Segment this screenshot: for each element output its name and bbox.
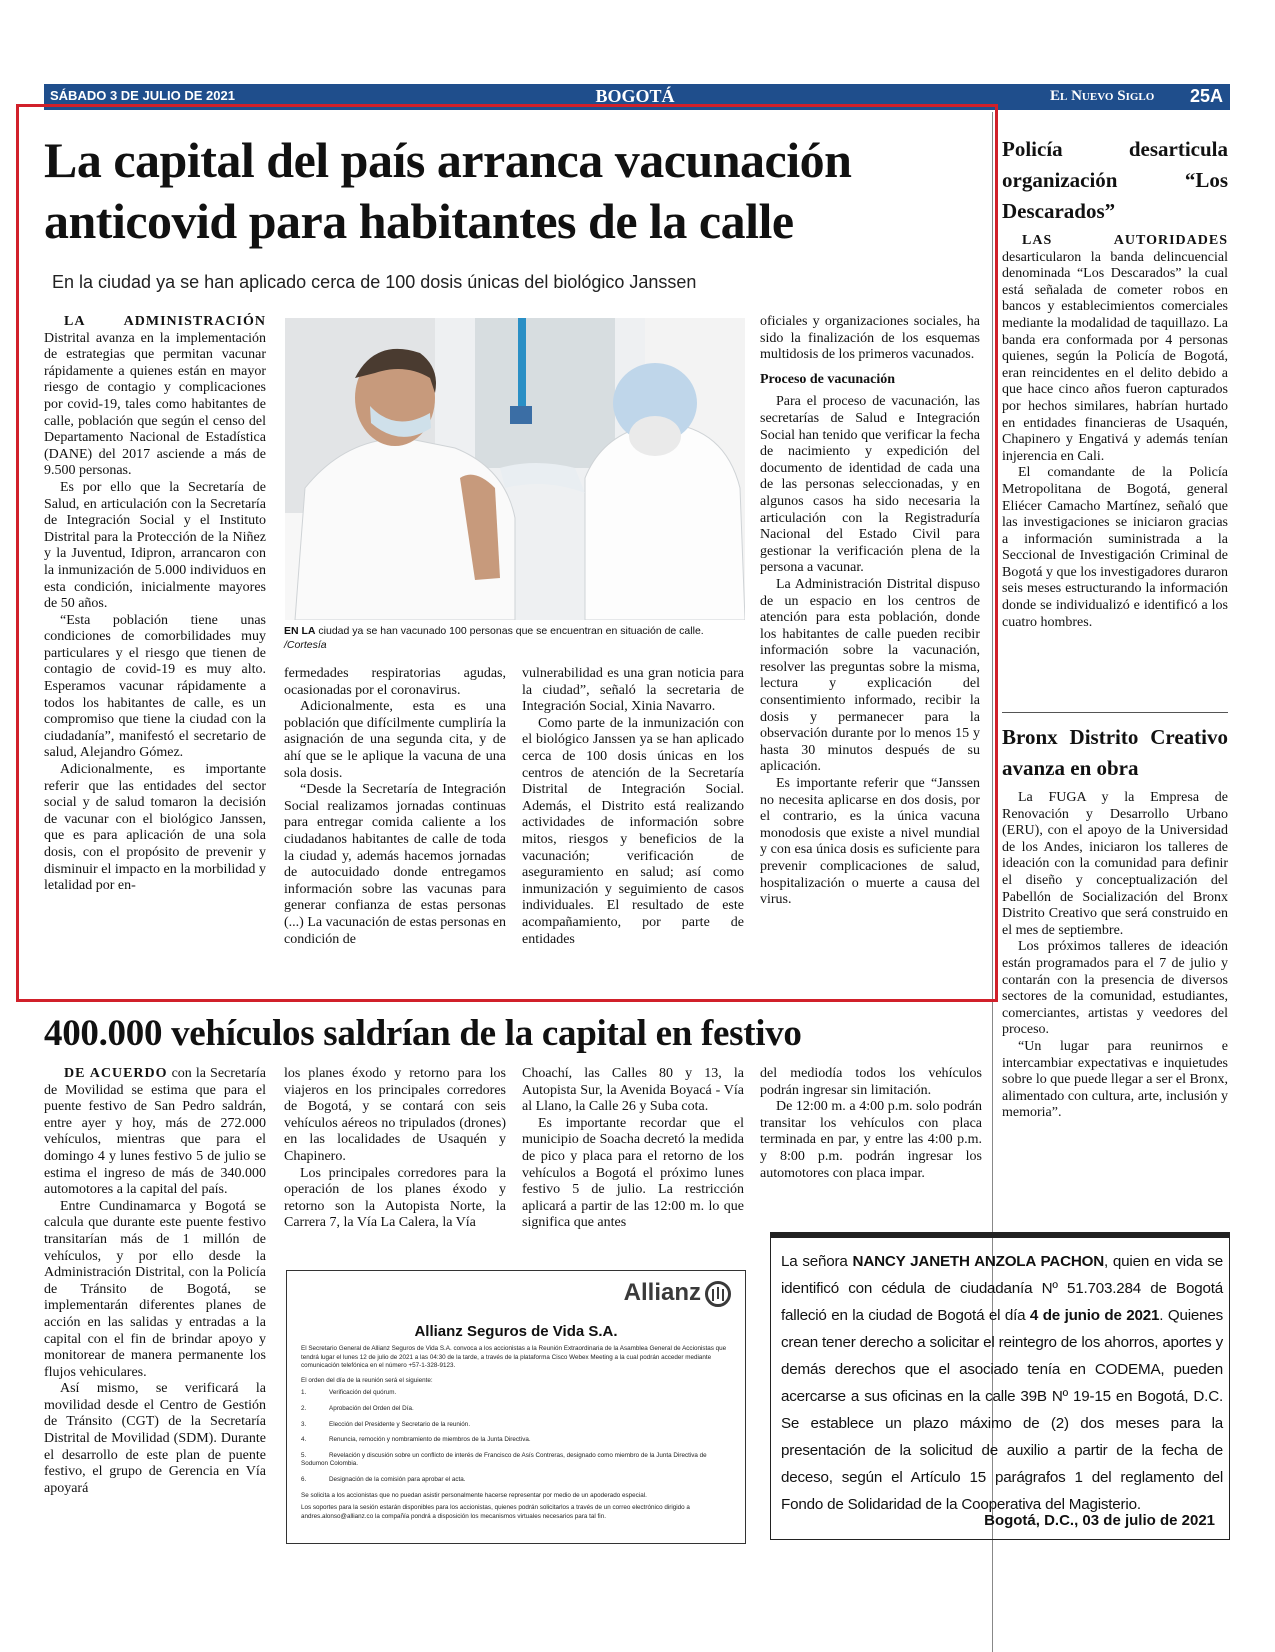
sidebar-story-bronx [1002,722,1228,1122]
agenda-item: 6. Designación de la comisión para aprobar el acta. [301,1475,466,1483]
article2-headline: 400.000 vehículos saldrían de la capital en festivo [44,1013,802,1054]
paragraph: Los principales corredores para la operación de los planes éxodo y retorno son la Autopista Norte, la Carrera 7, la Vía La Calera, la Vía [284,1165,506,1231]
paragraph: “Desde la Secretaría de Integración Social realizamos jornadas continuas para entregar comida caliente a los ciudadanos habitantes de calle de toda la ciudad y, además hacemos jornadas de autocuidado donde entregamos información sobre las vacunas para generar confianza de estas personas (...) La vacunación de estas personas en condición de [284,782,506,947]
sidebar-story-title: Policía desarticula organización “Los Descarados” [1002,137,1228,223]
section-name: BOGOTÁ [595,86,675,106]
paragraph: Adicionalmente, esta es una población que difícilmente cumpliría la asignación de una segunda cita, y de ahí que se le aplique la vacuna de una sola dosis. [284,699,506,781]
paragraph: “Un lugar para reunirnos e intercambiar expectativas e inquietudes sobre lo que puede llegar a ser el Bronx, alimentado con cultura, arte, inclusión y memoria”. [1002,1038,1228,1121]
photo-credit: /Cortesía [284,639,327,651]
allianz-company-name: Allianz Seguros de Vida S.A. [414,1323,618,1340]
deceased-name: NANCY JANETH ANZOLA PACHON [852,1253,1104,1270]
obituary-notice [770,1232,1230,1540]
notice-signature: Bogotá, D.C., 03 de julio de 2021 [984,1512,1215,1529]
ad-note: Se solicita a los accionistas que no puedan asistir personalmente hacerse representar por medio de un apoderado especial. [301,1491,647,1499]
agenda-item: 1. Verificación del quórum. [301,1389,397,1397]
paragraph: La Administración Distrital dispuso de un espacio en los centros de atención para esta población, donde los habitantes de calle pueden recibir información sobre la vacunación, resolver las preguntas sobre la misma, lectura y explicación del consentimiento informado, recibir la dosis y permanecer para la observación durante por lo menos 15 y hasta 30 minutos después de su aplicación. [760,576,980,775]
caption-lead: EN LA [284,625,316,637]
paragraph: Choachí, las Calles 80 y 13, la Autopista Sur, la Avenida Boyacá - Vía al Llano, la Calle 26 y Suba cota. [522,1066,744,1115]
paragraph: del mediodía todos los vehículos podrán ingresar sin limitación. [760,1066,982,1098]
agenda-list [301,1389,733,1484]
allianz-ad-body [301,1345,733,1521]
article2-column-4 [760,1066,982,1182]
allianz-logo-text: Allianz [623,1279,701,1306]
paragraph: con la Secretaría de Movilidad se estima que para el puente festivo de San Pedro saldrán, entre ayer y hoy, más de 272.000 vehículos, mientras que para el domingo 4 y lunes festivo 5 de julio se estima el ingreso de más de 340.000 automotores a la capital del país. [44,1066,266,1198]
paragraph: Es por ello que la Secretaría de Salud, en articulación con la Secretaría de Integración Social y el Instituto Distrital para la Protección de la Niñez y la Juventud, Idipron, arrancaron con la inmunización de 5.000 individuos en esta condición, inicialmente mayores de 50 años. [44,479,266,612]
agenda-item: 4. Renuncia, remoción y nombramiento de miembros de la Junta Directiva. [301,1436,531,1444]
agenda-item: 2. Aprobación del Orden del Día. [301,1404,414,1412]
paragraph: Los próximos talleres de ideación están programados para el 7 de julio y contarán con la presencia de diversos sectores de la comunidad, estudiantes, comerciantes, artistas y veedores del proceso. [1002,939,1228,1038]
issue-date: SÁBADO 3 DE JULIO DE 2021 [50,88,235,103]
section-subtitle: Proceso de vacunación [760,371,896,387]
paragraph: Para el proceso de vacunación, las secretarías de Salud e Integración Social han tenido que verificar la fecha de nacimiento y expedición del documento de identidad de cada una de las personas seleccionadas, y en algunos casos ha sido necesaria la articulación con la Registraduría Nacional del Estado Civil para gestionar la verificación plena de la persona a vacunar. [760,394,980,576]
lead-in: DE ACUERDO [64,1066,168,1081]
paragraph: Adicionalmente, es importante referir que las entidades del sector social y de salud tomaron la decisión de vacunar con el biológico Janssen, que es para aplicación de una sola dosis, con el propósito de prevenir y disminuir el impacto en la morbilidad y letalidad por en- [44,762,266,894]
death-date: 4 de junio de 2021 [1029,1307,1160,1324]
main-subhead: En la ciudad ya se han aplicado cerca de 100 dosis únicas del biológico Janssen [52,272,697,292]
headline-line-2: anticovid para habitantes de la calle [44,193,794,249]
ad-note: Los soportes para la sesión estarán disponibles para los accionistas, quienes podrán solicitarlos a través de un correo electrónico dirigido a andres.alonso@allianz.co la compañía pondrá a disposición los mecanismos virtuales necesarios para tal fin. [301,1504,690,1520]
paragraph: desarticularon la banda delincuencial denominada “Los Descarados” la cual está señalada de cometer robos en bancos y establecimientos comerciales mediante la modalidad de taquillazo. La banda era conformada por 4 personas quienes, según la Policía de Bogotá, eran reincidentes en el delito debido a que hace cinco años fueron capturados por hechos similares, habrían hurtado en entidades financieras de Usaquén, Chapinero y Engativá y además tenían injerencia en Cali. [1002,249,1228,464]
paragraph: “Esta población tiene unas condiciones de comorbilidades muy particulares y el riesgo que tienen de contagio de covid-19 es muy alto. Esperamos vacunar rápidamente a todos los habitantes de calle, es un compromiso que tiene la ciudad con la ciudadanía”, manifestó el secretario de salud, Alejandro Gómez. [44,612,266,761]
caption-text: ciudad ya se han vacunado 100 personas que se encuentran en situación de calle. [318,625,704,637]
lead-in: LAS AUTORIDADES [1022,233,1228,248]
allianz-eagle-icon [705,1281,731,1307]
agenda-item: 5. Revelación y discusión sobre un conflicto de interés de Francisco de Asís Contreras, designado como miembro de la Junta Directiva de Sodumon Colombia. [301,1451,707,1468]
divider [1002,712,1228,713]
agenda-title: El orden del día de la reunión será el siguiente: [301,1376,433,1384]
article2-column-3 [522,1066,744,1232]
paragraph: Así mismo, se verificará la movilidad desde el Centro de Gestión de Tránsito (CGT) de la Secretaría Distrital de Movilidad (SDM). Durante el desarrollo de este plan de puente festivo, el grupo de Gerencia en Vía apoyará [44,1381,266,1496]
paragraph: oficiales y organizaciones sociales, ha sido la finalización de los esquemas multidosis de los primeros vacunados. [760,314,980,363]
notice-text: La señora NANCY JANETH ANZOLA PACHON, quien en vida se identificó con cédula de ciudadanía Nº 51.703.284 de Bogotá falleció en la ciudad de Bogotá el día 4 de junio de 2021. Quienes crean tener derecho a solicitar el reintegro de los ahorros, aportes y demás derechos que el asociado tenía en CODEMA, pueden acercarse a sus oficinas en la calle 39B Nº 19-15 en Bogotá, D.C. Se establece un plazo máximo de (2) dos meses para la presentación de la solicitud de auxilio a partir de la fecha de deceso, según el Artículo 15 parágrafos 1 del reglamento del Fondo de Solidaridad de la Cooperativa del Magisterio. [781,1253,1224,1513]
article2-column-1 [44,1066,266,1497]
paragraph: La FUGA y la Empresa de Renovación y Desarrollo Urbano (ERU), con el apoyo de la Universidad de los Andes, iniciaron los talleres de ideación con la comunidad para definir el diseño y conceptualización del Pabellón de Socialización del Bronx Distrito Creativo que será construido en el mes de septiembre. [1002,790,1228,938]
sidebar-story-title: Bronx Distrito Creativo avanza en obra [1002,725,1228,780]
highlight-frame [16,104,998,1002]
sidebar-story-police [1002,134,1228,631]
paragraph: Entre Cundinamarca y Bogotá se calcula que durante este puente festivo transitarían más de 1 millón de vehículos, y por ello desde la Administración Distrital, con la Policía de Tránsito de Bogotá, se implementarán diferentes planes de acción en las salidas y entradas a la capital con el fin de brindar apoyo y monitorear de manera permanente los flujos vehiculares. [44,1198,266,1380]
ad-intro: El Secretario General de Allianz Seguros de Vida S.A. convoca a los accionistas a la Reunión Extraordinaria de la Asamblea General de Accionistas que tendrá lugar el lunes 12 de julio de 2021 a las 04:30 de la tarde, a través de la plataforma Cisco Webex Meeting a la cual podrán acceder mediante comunicación telefónica en el número +57-1-328-9123. [301,1345,727,1370]
paragraph: los planes éxodo y retorno para los viajeros en los principales corredores de Bogotá, y se contará con seis vehículos aéreos no tripulados (drones) en las localidades de Usaquén y Chapinero. [284,1066,506,1164]
lead-in: LA ADMINISTRACIÓN [64,314,266,329]
paragraph: Distrital avanza en la implementación de estrategias que permitan vacunar rápidamente a quienes están en mayor riesgo de contagio y complicaciones por covid-19, tales como habitantes de calle, población que según el censo del Departamento Nacional de Estadística (DANE) del 2017 asciende a más de 9.500 personas. [44,330,266,479]
paragraph: Es importante recordar que el municipio de Soacha decretó la medida de pico y placa para el retorno de los vehículos a Bogotá el próximo lunes festivo 5 de julio. La restricción aplicará a partir de las 12:00 m. lo que significa que antes [522,1115,744,1231]
paragraph: fermedades respiratorias agudas, ocasionadas por el coronavirus. [284,666,506,698]
article2-column-2 [284,1066,506,1232]
page-number: 25A [1190,86,1224,106]
paragraph: Es importante referir que “Janssen no necesita aplicarse en dos dosis, por el contrario, es la única vacuna monodosis que existe a nivel mundial y con esa única dosis es suficiente para prevenir complicaciones de salud, hospitalización o muerte a causa del virus. [760,776,980,908]
paragraph: El comandante de la Policía Metropolitana de Bogotá, general Eliécer Camacho Martínez, señaló que las investigaciones se iniciaron gracias a información suministrada a la Seccional de Investigación Criminal de Bogotá y que los investigadores duraron seis meses estructurando la información donde se individualizó e identificó a los cuatro hombres. [1002,465,1228,630]
agenda-item: 3. Elección del Presidente y Secretario de la reunión. [301,1420,471,1428]
paragraph: vulnerabilidad es una gran noticia para la ciudad”, señaló la secretaria de Integración Social, Xinia Navarro. [522,666,744,715]
newspaper-name: El Nuevo Siglo [1050,88,1155,104]
paragraph: De 12:00 m. a 4:00 p.m. solo podrán transitar los vehículos con placa terminada en par, y entre las 4:00 p.m. y 8:00 p.m. podrán ingresar los automotores con placa impar. [760,1099,982,1181]
allianz-logo [624,1279,731,1307]
headline-line-1: La capital del país arranca vacunación [44,132,852,188]
paragraph: Como parte de la inmunización con el biológico Janssen ya se han aplicado cerca de 100 dosis únicas en los centros de atención de la Secretaría Distrital de Integración Social. Además, el Distrito está realizando actividades de información sobre mitos, riesgos y beneficios de la vacunación; verificación de aseguramiento en salud; así como inmunización y seguimiento de casos individuales. El resultado de este acompañamiento, por parte de entidades [522,715,744,947]
allianz-ad [286,1270,746,1544]
